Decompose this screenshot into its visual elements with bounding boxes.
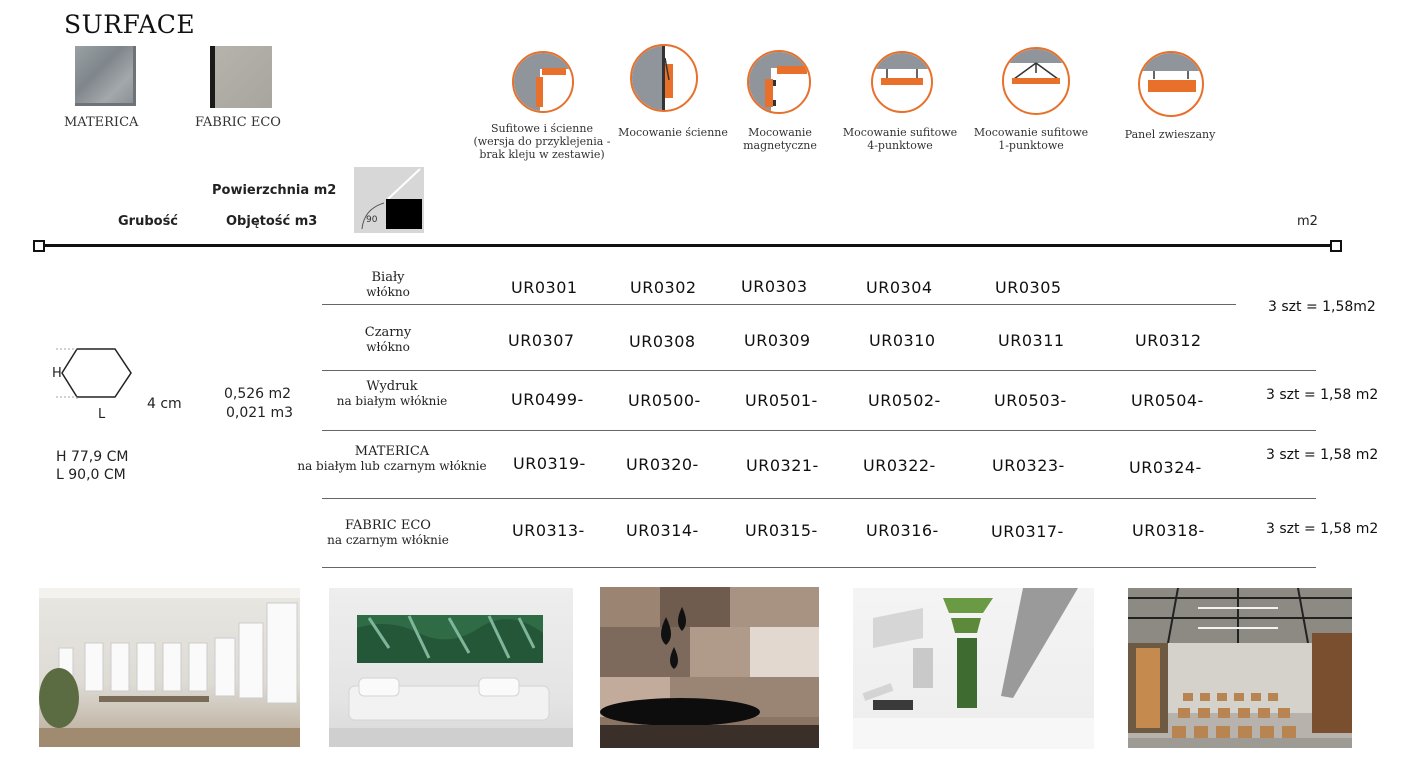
row-label-main: Czarny [364,325,412,340]
line-end-right [1330,240,1342,252]
row-label-materica [292,444,492,474]
header-grubosc: Grubość [118,214,179,229]
hanging-panel-icon [1138,51,1204,117]
quantity-value: 3 szt = 1,58m2 [1268,299,1376,315]
dimension-l: L 90,0 CM [56,467,126,483]
conference-room-photo [1128,588,1352,748]
product-code: UR0312 [1135,331,1202,350]
product-code: UR0305 [995,278,1062,297]
row-divider [322,430,1316,431]
row-label-sub: włókno [366,340,410,354]
mount-label-ceiling-4: Mocowanie sufitowe 4-punktowe [842,126,958,152]
living-room-photo [329,588,573,747]
product-code: UR0309 [744,331,811,350]
product-code: UR0311 [998,331,1065,350]
volume-value: 0,021 m3 [226,405,294,421]
ceiling-4point-icon [871,51,933,113]
mount-label-wall: Mocowanie ścienne [618,126,728,139]
swatch-label-fabric-eco: FABRIC ECO [195,115,281,130]
page-title: SURFACE [64,10,196,39]
dimension-h: H 77,9 CM [56,449,129,465]
product-code: UR0319- [513,454,586,473]
dining-room-photo [39,588,300,747]
row-label-sub: na białym włóknie [336,394,448,408]
wall-mount-icon [630,44,698,112]
product-code: UR0304 [866,278,933,297]
mount-label-hanging: Panel zwieszany [1124,128,1216,141]
product-code: UR0321- [746,456,819,475]
mount-label-ceiling-1: Mocowanie sufitowe 1-punktowe [973,126,1089,152]
row-label-fabric-eco [322,518,454,548]
product-code: UR0324- [1129,458,1202,477]
product-code: UR0314- [626,521,699,540]
line-end-left [33,240,45,252]
row-label-main: Wydruk [366,379,418,394]
product-code: UR0320- [626,455,699,474]
product-code: UR0322- [863,456,936,475]
row-divider [322,370,1316,371]
product-code: UR0499- [511,390,584,409]
header-divider-line [38,244,1336,247]
thickness-value: 4 cm [147,396,182,412]
product-code: UR0503- [994,391,1067,410]
restaurant-wall-photo [600,587,819,748]
product-code: UR0315- [745,521,818,540]
product-code: UR0301 [511,278,578,297]
row-label-sub: na czarnym włóknie [327,533,449,547]
product-code: UR0303 [741,277,808,296]
materica-swatch [75,46,136,106]
ceiling-1point-icon [1002,47,1070,115]
row-divider [322,304,1236,305]
fabric-eco-swatch [210,46,272,108]
row-divider [322,567,1316,568]
product-code: UR0313- [512,521,585,540]
quantity-value: 3 szt = 1,58 m2 [1266,521,1379,537]
row-label-wydruk [322,379,462,409]
row-label-bialy [322,270,454,300]
quantity-value: 3 szt = 1,58 m2 [1266,447,1379,463]
mount-label-glue: Sufitowe i ścienne (wersja do przyklejenia - brak kleju w zestawie) [473,122,611,161]
magnetic-mount-icon [747,50,811,114]
header-m2: m2 [1297,214,1318,229]
product-code: UR0318- [1132,521,1205,540]
area-value: 0,526 m2 [224,386,292,402]
product-code: UR0504- [1131,391,1204,410]
row-divider [322,498,1316,499]
product-code: UR0502- [868,391,941,410]
row-label-sub: włókno [366,285,410,299]
row-label-main: Biały [371,270,405,285]
product-code: UR0308 [629,332,696,351]
row-label-main: MATERICA [354,444,430,459]
quantity-value: 3 szt = 1,58 m2 [1266,387,1379,403]
product-code: UR0302 [630,278,697,297]
row-label-czarny [322,325,454,355]
product-code: UR0500- [628,391,701,410]
glue-mount-icon [512,51,574,113]
row-label-sub: na białym lub czarnym włóknie [297,459,487,473]
product-code: UR0307 [508,331,575,350]
angle-value: 90 [366,215,378,225]
swatch-label-materica: MATERICA [64,115,139,130]
shape-l-label: L [98,407,106,422]
product-code: UR0316- [866,521,939,540]
row-label-main: FABRIC ECO [345,518,431,533]
ceiling-panels-photo [853,588,1094,749]
shape-h-label: H [52,366,62,381]
corner-angle-icon [354,167,424,233]
product-code: UR0323- [992,456,1065,475]
hexagon-shape-icon [56,345,136,401]
header-powierzchnia: Powierzchnia m2 [212,183,337,198]
product-code: UR0310 [869,331,936,350]
product-code: UR0317- [991,522,1064,541]
product-code: UR0501- [745,391,818,410]
header-objetosc: Objętość m3 [226,214,318,229]
mount-label-magnetic: Mocowanie magnetyczne [743,126,817,152]
